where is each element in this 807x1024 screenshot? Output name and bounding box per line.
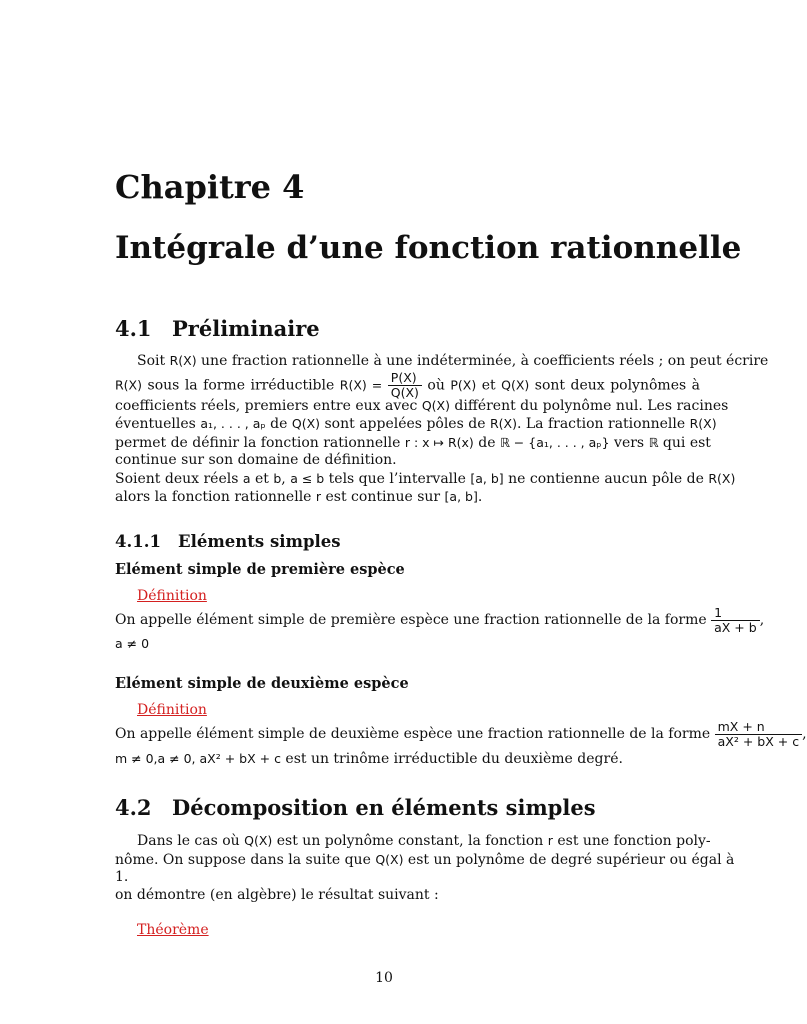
section-heading-4-1 (115, 316, 320, 341)
para-line: permet de définir la fonction rationnelle r : x ↦ R(x) de ℝ − {a₁, . . . , aₚ} vers ℝ qui est (115, 434, 711, 451)
first-kind-heading: Elément simple de première espèce (115, 561, 405, 578)
section-title: Décomposition en éléments simples (172, 795, 596, 820)
para-line: On appelle élément simple de première espèce une fraction rationnelle de la forme $\frac{1}{aX + b}$ , (115, 604, 765, 635)
para-line: Dans le cas où Q(X) est un polynôme constant, la fonction r est une fonction poly- (137, 833, 711, 849)
definition-link-first-kind[interactable]: Définition (137, 588, 207, 604)
para-line: nôme. On suppose dans la suite que Q(X) est un polynôme de degré supérieur ou égal à (115, 851, 735, 868)
para-line: continue sur son domaine de définition. (115, 452, 397, 468)
section-heading-4-2 (115, 795, 596, 820)
fraction-second-kind: $\frac{mX + n}{\text{aX² + bX + c}}$ (715, 720, 802, 749)
chapter-title: Intégrale d’une fonction rationnelle (115, 230, 742, 266)
para-line: On appelle élément simple de deuxième espèce une fraction rationnelle de la forme $\frac{mX + n}{\text{aX² + bX + c}}$ , (115, 718, 807, 749)
para-line: coefficients réels, premiers entre eux avec Q(X) différent du polynôme nul. Les racines (115, 397, 729, 414)
theorem-link[interactable]: Théorème (137, 922, 209, 938)
decomposition-paragraph (115, 832, 735, 904)
para-line: m ≠ 0,a ≠ 0, aX² + bX + c est un trinôme irréductible du deuxième degré. (115, 751, 623, 767)
para-line: Soit R(X) une fraction rationnelle à une indéterminée, à coefficients réels ; on peut écrire (137, 353, 769, 369)
para-line: a ≠ 0 (115, 636, 150, 651)
para-line: Soient deux réels a et b, a ≤ b tels que l’intervalle [a, b] ne contienne aucun pôle de R(X) (115, 470, 736, 487)
para-line: R(X) sous la forme irréductible R(X) = $\frac{P(X)}{Q(X)}$ où P(X) et Q(X) sont deux polynômes à (115, 369, 700, 400)
subsection-title: Eléments simples (178, 532, 341, 551)
subsection-number: 4.1.1 (115, 532, 161, 551)
para-line: on démontre (en algèbre) le résultat suivant : (115, 886, 439, 903)
fraction-p-over-q: $\frac{P(X)}{Q(X)}$ (388, 371, 422, 400)
para-line: alors la fonction rationnelle r est continue sur [a, b]. (115, 489, 483, 505)
para-line: 1. (115, 869, 129, 885)
first-kind-definition (115, 604, 765, 653)
second-kind-definition (115, 718, 807, 769)
section-number: 4.2 (115, 795, 152, 820)
section-number: 4.1 (115, 316, 152, 341)
para-line: éventuelles a₁, . . . , aₚ de Q(X) sont appelées pôles de R(X). La fraction rationnelle R(X) (115, 416, 717, 432)
preliminary-paragraph (115, 352, 769, 507)
second-kind-heading: Elément simple de deuxième espèce (115, 675, 409, 692)
fraction-first-kind: $\frac{1}{aX + b}$ (711, 606, 760, 635)
page-number: 10 (375, 970, 393, 986)
subsection-heading-4-1-1 (115, 532, 341, 551)
chapter-label: Chapitre 4 (115, 168, 305, 206)
section-title: Préliminaire (172, 316, 320, 341)
definition-link-second-kind[interactable]: Définition (137, 702, 207, 718)
